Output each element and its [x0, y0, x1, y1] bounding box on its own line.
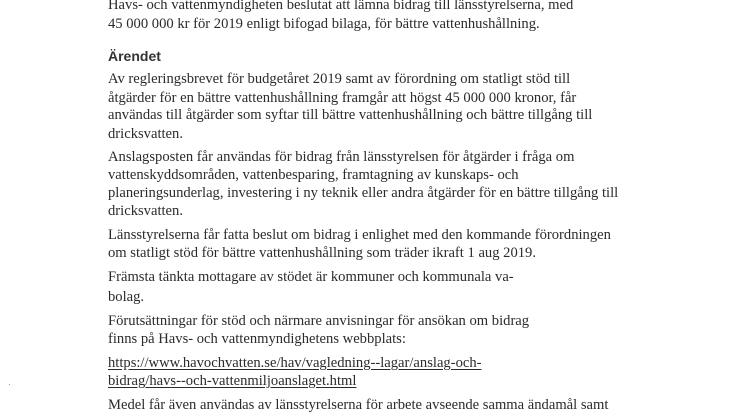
paragraph-2-line-3: planeringsunderlag, investering i ny teknik eller andra åtgärder för en bättre tillgång till [108, 185, 619, 201]
paragraph-2-line-4: dricksvatten. [108, 203, 183, 219]
paragraph-4-line-1: Främsta tänkta mottagare av stödet är kommuner och kommunala va- [108, 269, 514, 285]
paragraph-1-line-1: Av regleringsbrevet för budgetåret 2019 samt av förordning om statligt stöd till [108, 71, 571, 87]
intro-line-1: Havs- och vattenmyndigheten beslutat att lämna bidrag till länsstyrelserna, med [108, 0, 574, 13]
webpage-link-line-1[interactable]: https://www.havochvatten.se/hav/vagledning--lagar/anslag-och- [108, 355, 482, 371]
paragraph-2-line-2: vattenskyddsområden, vattenbesparing, framtagning av kunskaps- och [108, 167, 519, 183]
paragraph-2-line-1: Anslagsposten får användas för bidrag från länsstyrelsen för åtgärder i fråga om [108, 149, 575, 165]
paragraph-6-line-1: Medel får även användas av länsstyrelserna för arbete avseende samma ändamål samt [108, 397, 609, 413]
intro-line-2: 45 000 000 kr för 2019 enligt bifogad bilaga, för bättre vattenhushållning. [108, 16, 540, 32]
section-heading: Ärendet [108, 48, 161, 64]
paragraph-5-line-1: Förutsättningar för stöd och närmare anvisningar för ansökan om bidrag [108, 313, 530, 329]
paragraph-3-line-1: Länsstyrelserna får fatta beslut om bidrag i enlighet med den kommande förordningen [108, 227, 611, 243]
paragraph-1-line-3: användas till åtgärder som syftar till bättre vattenhushållning och bättre tillgång till [108, 107, 593, 123]
scan-speck [9, 384, 10, 385]
webpage-link-line-2[interactable]: bidrag/havs--och-vattenmiljoanslaget.html [108, 373, 357, 389]
paragraph-1-line-4: dricksvatten. [108, 126, 183, 142]
paragraph-5-line-2: finns på Havs- och vattenmyndighetens webbplats: [108, 331, 406, 347]
paragraph-4-line-2: bolag. [108, 289, 145, 305]
paragraph-3-line-2: om statligt stöd för bättre vattenhushållning som träder ikraft 1 aug 2019. [108, 245, 536, 261]
paragraph-1-line-2: åtgärder för en bättre vattenhushållning framgår att högst 45 000 000 kronor, får [108, 90, 577, 106]
